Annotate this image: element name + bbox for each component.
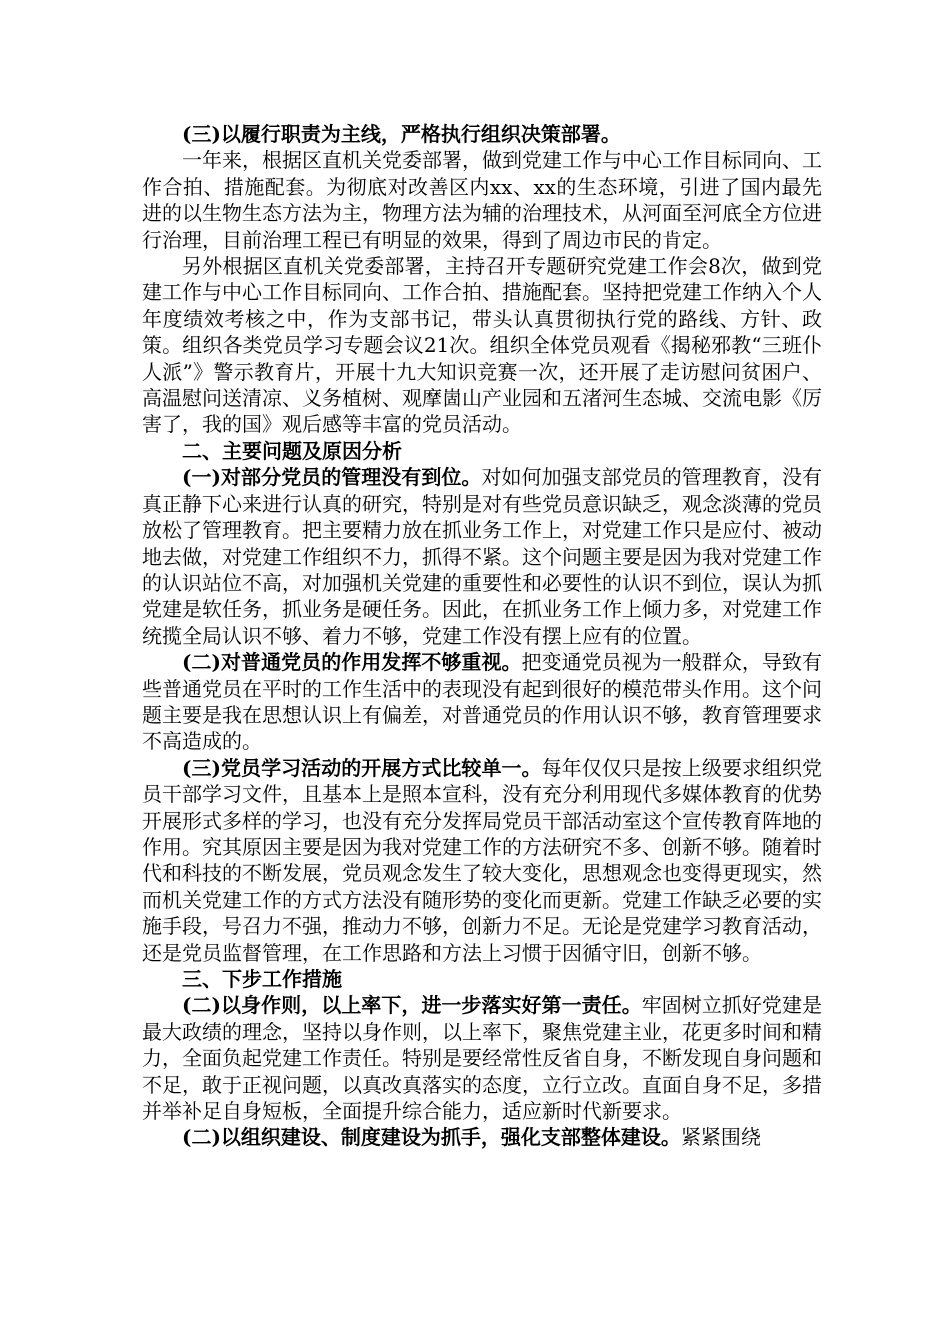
body-paragraph — [142, 755, 822, 966]
body-paragraph — [142, 649, 822, 755]
body-paragraph: 一年来，根据区直机关党委部署，做到党建工作与中心工作目标同向、工作合拍、措施配套。为彻底对改善区内xx、xx的生态环境，引进了国内最先进的以生物生态方法为主，物理方法为辅的治理技术，从河面至河底全方位进行治理，目前治理工程已有明显的效果，得到了周边市民的肯定。 — [142, 148, 822, 252]
paragraph-lead: (一)对部分党员的管理没有到位。 — [182, 465, 482, 490]
section-heading: (三)以履行职责为主线，严格执行组织决策部署。 — [182, 122, 621, 146]
paragraph-lead: (二)以身作则，以上率下，进一步落实好第一责任。 — [182, 993, 642, 1018]
section-heading: 三、下步工作措施 — [182, 967, 342, 991]
paragraph-text: 每年仅仅只是按上级要求组织党员干部学习文件，且基本上是照本宣科，没有充分利用现代多媒体教育的优势开展形式多样的学习，也没有充分发挥局党员干部活动室这个宣传教育阵地的作用。究其原因主要是因为我对党建工作的方法研究不多、创新不够。随着时代和科技的不断发展，党员观念发生了较大变化，思想观念也变得更现实，然而机关党建工作的方式方法没有随形势的变化而更新。党建工作缺乏必要的实施手段，号召力不强，推动力不够，创新力不足。无论是党建学习教育活动，还是党员监督管理，在工作思路和方法上习惯于因循守旧，创新不够。 — [142, 755, 822, 965]
paragraph-text: 牢固树立抓好党建是最大政绩的理念，坚持以身作则，以上率下，聚焦党建主业，花更多时间和精力，全面负起党建工作责任。特别是要经常性反省自身，不断发现自身问题和不足，敢于正视问题，以真改真落实的态度，立行立改。直面自身不足，多措并举补足自身短板，全面提升综合能力，适应新时代新要求。 — [142, 993, 822, 1124]
paragraph-text: 把变通党员视为一般群众，导致有些普通党员在平时的工作生活中的表现没有起到很好的模范带头作用。这个问题主要是我在思想认识上有偏差，对普通党员的作用认识不够，教育管理要求不高造成的。 — [142, 650, 822, 754]
document-page — [142, 121, 822, 1151]
paragraph-lead: (三)党员学习活动的开展方式比较单一。 — [182, 755, 542, 780]
section-heading: 二、主要问题及原因分析 — [182, 438, 402, 463]
paragraph-lead: (二)以组织建设、制度建设为抓手，强化支部整体建设。 — [182, 1125, 681, 1150]
paragraph-text: 紧紧围绕 — [680, 1125, 761, 1150]
body-paragraph — [142, 1124, 822, 1150]
body-paragraph: 另外根据区直机关党委部署，主持召开专题研究党建工作会8次，做到党建工作与中心工作目标同向、工作合拍、措施配套。坚持把党建工作纳入个人年度绩效考核之中，作为支部书记，带头认真贯彻执行党的路线、方针、政策。组织各类党员学习专题会议21次。组织全体党员观看《揭秘邪教“三班仆人派”》警示教育片，开展十九大知识竞赛一次，还开展了走访慰问贫困户、高温慰问送清凉、义务植树、观摩崮山产业园和五渚河生态城、交流电影《厉害了，我的国》观后感等丰富的党员活动。 — [142, 254, 822, 437]
body-paragraph — [142, 992, 822, 1124]
paragraph-lead: (二)对普通党员的作用发挥不够重视。 — [182, 650, 522, 675]
paragraph-text: 对如何加强支部党员的管理教育，没有真正静下心来进行认真的研究，特别是对有些党员意识缺乏，观念淡薄的党员放松了管理教育。把主要精力放在抓业务工作上，对党建工作只是应付、被动地去做，对党建工作组织不力，抓得不紧。这个问题主要是因为我对党建工作的认识站位不高，对加强机关党建的重要性和必要性的认识不到位，误认为抓党建是软任务，抓业务是硬任务。因此，在抓业务工作上倾力多，对党建工作统揽全局认识不够、着力不够，党建工作没有摆上应有的位置。 — [142, 465, 822, 648]
body-paragraph — [142, 464, 822, 649]
